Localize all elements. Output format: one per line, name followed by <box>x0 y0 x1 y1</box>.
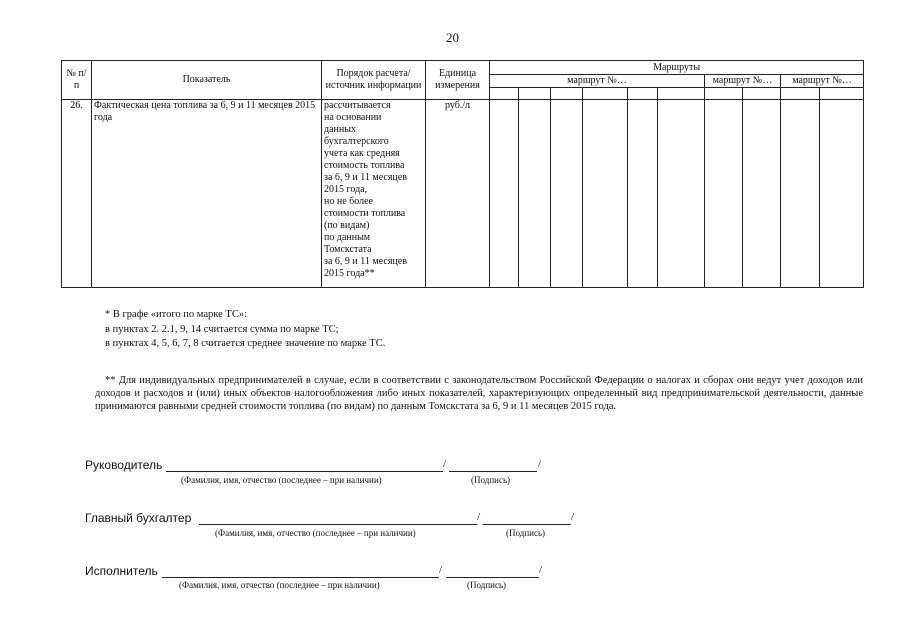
accountant-sign-line[interactable] <box>483 524 571 525</box>
method-line: (по видам) <box>324 220 370 231</box>
subheader-cell <box>519 88 551 100</box>
row-indicator: Фактическая цена топлива за 6, 9 и 11 месяцев 2015 года <box>92 100 322 288</box>
col-header-number: № п/п <box>62 61 92 100</box>
footnote-4: ** Для индивидуальных предпринимателей в случае, если в соответствии с законодательством Российской Федерации о налогах и сборах они ведут учет доходов или доходов и расходов и (или) иных объектов налогообложения либо иных показателей, характеризующих определенный вид предпринимательской деятельности, данные принимаются равными средней стоимости топлива (по видам) по данным Томскстата за 6, 9 и 11 месяцев 2015 года. <box>95 375 863 412</box>
row-number: 26. <box>62 100 92 288</box>
slash: / <box>539 564 543 576</box>
subheader-cell <box>551 88 583 100</box>
sign-caption: (Подпись) <box>471 475 511 485</box>
subheader-cell <box>490 88 519 100</box>
method-line: учета как средняя <box>324 148 400 159</box>
method-line: за 6, 9 и 11 месяцев <box>324 172 407 183</box>
route-2-header: маршрут №… <box>705 75 781 88</box>
method-line: но не более <box>324 196 373 207</box>
sign-caption: (Подпись) <box>506 528 546 538</box>
method-line: стоимость топлива <box>324 160 405 171</box>
footnotes-block <box>105 308 385 352</box>
method-line: на основании <box>324 112 382 123</box>
subheader-cell <box>658 88 705 100</box>
data-cell <box>519 100 551 288</box>
sign-caption: (Подпись) <box>467 580 507 590</box>
data-cell <box>781 100 820 288</box>
routes-table <box>61 60 864 288</box>
subheader-cell <box>743 88 781 100</box>
subheader-cell <box>820 88 864 100</box>
data-cell <box>490 100 519 288</box>
executor-name-line[interactable] <box>162 577 439 578</box>
method-line: данных <box>324 124 356 135</box>
slash: / <box>443 458 447 470</box>
data-cell <box>551 100 583 288</box>
method-line: стоимости топлива <box>324 208 406 219</box>
name-caption: (Фамилия, имя, отчество (последнее – при наличии) <box>179 580 380 590</box>
subheader-cell <box>628 88 658 100</box>
row-method <box>322 100 426 288</box>
col-header-indicator: Показатель <box>92 61 322 100</box>
data-cell <box>705 100 743 288</box>
method-line: за 6, 9 и 11 месяцев <box>324 256 407 267</box>
name-caption: (Фамилия, имя, отчество (последнее – при наличии) <box>181 475 382 485</box>
executor-sign-line[interactable] <box>446 577 539 578</box>
table-row <box>62 100 864 288</box>
method-line: бухгалтерского <box>324 136 389 147</box>
name-caption: (Фамилия, имя, отчество (последнее – при наличии) <box>215 528 416 538</box>
data-cell <box>583 100 628 288</box>
subheader-cell <box>583 88 628 100</box>
method-line: 2015 года** <box>324 268 375 279</box>
data-cell <box>628 100 658 288</box>
accountant-name-line[interactable] <box>199 524 477 525</box>
row-unit: руб./л <box>426 100 490 288</box>
route-1-header: маршрут №… <box>490 75 705 88</box>
route-3-header: маршрут №… <box>781 75 864 88</box>
data-cell <box>658 100 705 288</box>
accountant-label: Главный бухгалтер <box>85 511 192 525</box>
method-line: рассчитывается <box>324 100 391 111</box>
footnote-2: в пунктах 2. 2.1, 9, 14 считается сумма по марке ТС; <box>105 323 339 335</box>
method-lines <box>324 100 423 280</box>
head-name-line[interactable] <box>166 471 443 472</box>
slash: / <box>439 564 443 576</box>
head-sign-line[interactable] <box>449 471 537 472</box>
data-cell <box>743 100 781 288</box>
head-label: Руководитель <box>85 458 163 472</box>
col-header-unit: Единица измерения <box>426 61 490 100</box>
slash: / <box>571 511 575 523</box>
executor-label: Исполнитель <box>85 564 158 578</box>
col-header-method: Порядок расчета/источник информации <box>322 61 426 100</box>
method-line: по данным <box>324 232 371 243</box>
col-header-routes: Маршруты <box>490 61 864 75</box>
footnote-1: * В графе «итого по марке ТС»: <box>105 309 247 320</box>
method-line: 2015 года, <box>324 184 368 195</box>
subheader-cell <box>781 88 820 100</box>
page-number: 20 <box>446 30 459 45</box>
slash: / <box>538 458 542 470</box>
method-line: Томскстата <box>324 244 372 255</box>
slash: / <box>477 511 481 523</box>
subheader-cell <box>705 88 743 100</box>
footnote-3: в пунктах 4, 5, 6, 7, 8 считается среднее значение по марке ТС. <box>105 338 386 349</box>
data-cell <box>820 100 864 288</box>
